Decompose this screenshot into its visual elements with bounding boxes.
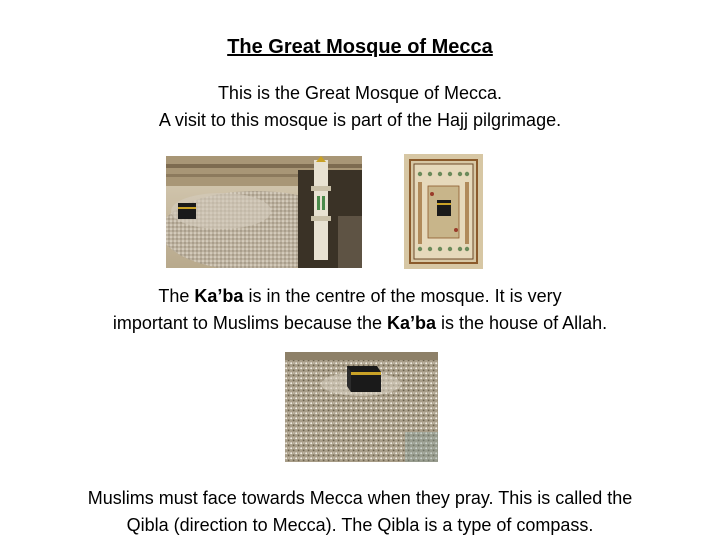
slide-title: The Great Mosque of Mecca bbox=[227, 36, 493, 58]
kaaba-line-1 bbox=[0, 283, 720, 310]
kaaba-crowd-photo bbox=[285, 352, 438, 462]
kaaba-line-1-end: is in the centre of the mosque. It is very bbox=[243, 286, 562, 306]
kaaba-term-2: Ka’ba bbox=[386, 313, 437, 333]
mosque-illustration bbox=[404, 154, 483, 269]
intro-line-2: A visit to this mosque is part of the Hajj pilgrimage. bbox=[158, 110, 562, 130]
intro-line-1: This is the Great Mosque of Mecca. bbox=[217, 83, 503, 103]
intro-paragraph bbox=[0, 80, 720, 134]
qibla-line-2: Qibla (direction to Mecca). The Qibla is a type of compass. bbox=[126, 515, 594, 535]
kaaba-paragraph bbox=[0, 283, 720, 337]
kaaba-term: Ka’ba bbox=[194, 286, 244, 306]
kaaba-line-1-start: The bbox=[158, 286, 195, 306]
kaaba-line-2-start: important to Muslims because the bbox=[112, 313, 387, 333]
qibla-paragraph bbox=[0, 485, 720, 539]
kaaba-line-2 bbox=[0, 310, 720, 337]
mosque-courtyard-photo bbox=[166, 156, 362, 268]
kaaba-line-2-end: is the house of Allah. bbox=[436, 313, 608, 333]
qibla-line-1: Muslims must face towards Mecca when they pray. This is called the bbox=[87, 488, 633, 508]
